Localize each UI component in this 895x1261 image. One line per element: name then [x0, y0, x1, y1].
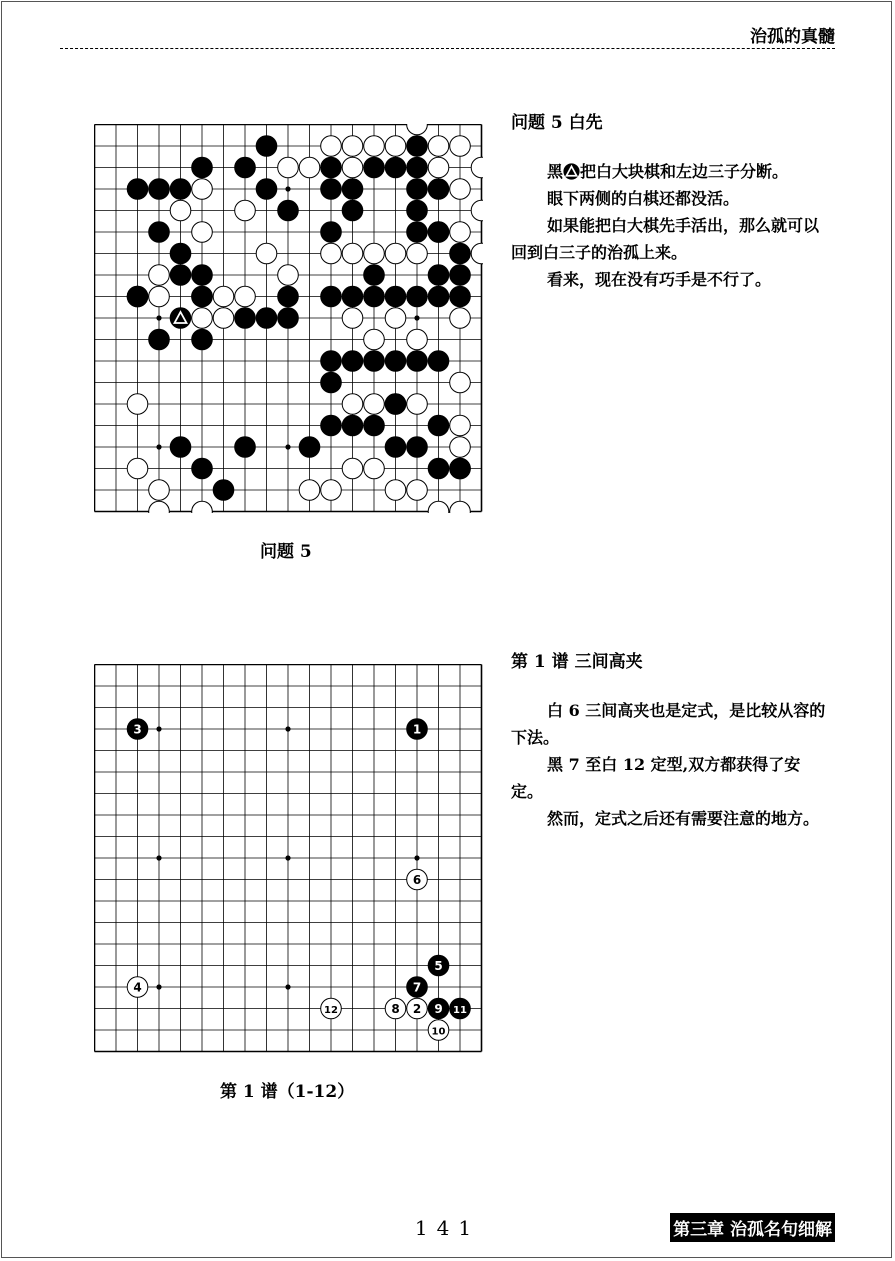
black-stone — [321, 157, 342, 178]
black-stone — [385, 394, 406, 415]
problem-paragraph-1-prefix: 黑 — [547, 162, 564, 181]
problem-text — [511, 158, 831, 293]
white-stone — [407, 243, 428, 264]
white-stone — [213, 308, 234, 329]
white-stone — [450, 437, 471, 458]
move-number: 2 — [412, 1002, 422, 1016]
black-stone — [364, 286, 385, 307]
white-stone — [342, 394, 363, 415]
black-stone — [450, 265, 471, 286]
black-stone — [170, 179, 191, 200]
move-number: 9 — [434, 1002, 443, 1016]
black-stone — [364, 351, 385, 372]
black-stone — [407, 179, 428, 200]
black-stone — [450, 286, 471, 307]
white-stone — [407, 124, 428, 135]
white-stone — [149, 286, 170, 307]
star-point — [156, 726, 161, 731]
black-stone — [170, 437, 191, 458]
black-stone — [321, 222, 342, 243]
move-number: 8 — [391, 1002, 400, 1016]
page-number: 141 — [414, 1216, 481, 1240]
white-stone — [213, 286, 234, 307]
white-stone — [364, 394, 385, 415]
black-stone — [342, 200, 363, 221]
move-number: 4 — [133, 980, 142, 995]
white-stone — [385, 136, 406, 157]
move-11-stone — [450, 998, 471, 1019]
white-stone — [342, 136, 363, 157]
black-stone — [299, 437, 320, 458]
white-stone — [428, 157, 449, 178]
problem-paragraph-1 — [511, 158, 831, 185]
black-stone — [428, 351, 449, 372]
header-rule — [60, 48, 835, 49]
black-stone — [428, 286, 449, 307]
star-point — [156, 984, 161, 989]
white-stone — [385, 308, 406, 329]
star-point — [285, 444, 290, 449]
white-stone — [407, 394, 428, 415]
problem-caption: 问题 5 — [260, 542, 312, 562]
black-stone — [170, 265, 191, 286]
black-stone — [321, 372, 342, 393]
black-stone — [127, 286, 148, 307]
white-stone — [364, 329, 385, 350]
white-stone — [428, 501, 449, 513]
problem-title: 问题 5 白先 — [511, 113, 603, 133]
black-stone — [385, 157, 406, 178]
black-stone — [256, 308, 277, 329]
diagram1-caption: 第 1 谱（1-12） — [220, 1082, 355, 1102]
black-stone — [407, 157, 428, 178]
white-stone — [256, 243, 277, 264]
white-stone — [235, 286, 256, 307]
move-12-stone — [321, 998, 342, 1019]
white-stone — [342, 243, 363, 264]
black-stone — [192, 286, 213, 307]
white-stone — [364, 243, 385, 264]
black-stone — [149, 329, 170, 350]
move-number: 7 — [412, 980, 422, 995]
white-stone — [471, 157, 483, 178]
black-stone — [170, 243, 191, 264]
black-stone — [235, 157, 256, 178]
white-stone — [450, 501, 471, 513]
black-stone — [213, 480, 234, 501]
black-stone — [428, 222, 449, 243]
star-point — [156, 855, 161, 860]
black-stone — [407, 222, 428, 243]
problem-paragraph-1-suffix: 把白大块棋和左边三子分断。 — [580, 162, 789, 181]
black-stone — [192, 265, 213, 286]
star-point — [414, 855, 419, 860]
star-point — [285, 855, 290, 860]
diagram1-title: 第 1 谱 三间高夹 — [511, 652, 643, 672]
move-10-stone — [428, 1020, 449, 1041]
black-stone — [385, 437, 406, 458]
white-stone — [450, 222, 471, 243]
problem-board — [94, 124, 483, 513]
white-stone — [149, 265, 170, 286]
white-stone — [450, 179, 471, 200]
white-stone — [299, 480, 320, 501]
white-stone — [192, 308, 213, 329]
black-stone — [127, 179, 148, 200]
diagram1-paragraph-2: 黑 7 至白 12 定型,双方都获得了安定。 — [511, 755, 801, 801]
move-number: 3 — [133, 722, 142, 737]
white-stone — [407, 480, 428, 501]
black-stone — [192, 329, 213, 350]
black-stone — [192, 157, 213, 178]
star-point — [285, 186, 290, 191]
white-stone — [364, 136, 385, 157]
white-stone — [407, 329, 428, 350]
white-stone — [342, 458, 363, 479]
black-stone — [278, 286, 299, 307]
white-stone — [364, 458, 385, 479]
white-stone — [321, 243, 342, 264]
move-8-stone — [385, 998, 406, 1019]
white-stone — [450, 372, 471, 393]
white-stone — [192, 179, 213, 200]
white-stone — [299, 157, 320, 178]
black-stone — [385, 286, 406, 307]
move-number: 5 — [434, 959, 443, 973]
black-stone — [278, 200, 299, 221]
white-stone — [278, 265, 299, 286]
white-stone — [170, 200, 191, 221]
black-stone — [235, 308, 256, 329]
black-stone — [149, 179, 170, 200]
star-point — [285, 726, 290, 731]
white-stone — [235, 200, 256, 221]
move-number: 6 — [412, 873, 422, 887]
white-stone — [321, 480, 342, 501]
diagram1-board — [94, 664, 483, 1053]
black-stone — [364, 265, 385, 286]
move-5-stone — [428, 955, 449, 976]
diagram1-paragraph-1: 白 6 三间高夹也是定式，是比较从容的下法。 — [511, 701, 826, 747]
white-stone — [342, 157, 363, 178]
black-stone — [407, 136, 428, 157]
black-stone — [407, 286, 428, 307]
star-point — [285, 984, 290, 989]
black-stone — [278, 308, 299, 329]
chapter-tag: 第三章 治孤名句细解 — [670, 1213, 835, 1242]
white-stone — [342, 308, 363, 329]
black-stone — [342, 415, 363, 436]
black-triangle-stone-icon — [563, 163, 580, 180]
black-stone — [407, 351, 428, 372]
black-stone — [321, 351, 342, 372]
black-stone — [342, 286, 363, 307]
move-2-stone — [407, 998, 428, 1019]
black-stone — [364, 157, 385, 178]
black-stone — [235, 437, 256, 458]
black-stone — [192, 458, 213, 479]
star-point — [414, 315, 419, 320]
problem-paragraph-3: 如果能把白大棋先手活出，那么就可以回到白三子的治孤上来。 — [511, 216, 820, 262]
move-number: 11 — [453, 1005, 467, 1016]
black-stone — [321, 286, 342, 307]
white-stone — [127, 394, 148, 415]
white-stone — [471, 200, 483, 221]
star-point — [156, 315, 161, 320]
move-number: 1 — [412, 722, 422, 737]
black-stone — [342, 179, 363, 200]
white-stone — [385, 480, 406, 501]
white-stone — [192, 501, 213, 513]
move-number: 12 — [324, 1005, 338, 1016]
move-6-stone — [407, 869, 428, 890]
move-number: 10 — [431, 1026, 446, 1038]
black-stone — [342, 351, 363, 372]
black-stone — [407, 437, 428, 458]
black-stone — [256, 136, 277, 157]
white-stone — [321, 136, 342, 157]
black-stone — [385, 351, 406, 372]
move-9-stone — [428, 998, 449, 1019]
move-4-stone — [127, 977, 148, 998]
black-stone — [428, 458, 449, 479]
white-stone — [278, 157, 299, 178]
white-stone — [450, 415, 471, 436]
move-3-stone — [127, 719, 148, 740]
white-stone — [149, 501, 170, 513]
running-title: 治孤的真髓 — [750, 27, 835, 47]
diagram1-paragraph-3: 然而，定式之后还有需要注意的地方。 — [547, 809, 820, 828]
black-stone — [256, 179, 277, 200]
black-stone — [428, 179, 449, 200]
black-stone — [149, 222, 170, 243]
problem-paragraph-2: 眼下两侧的白棋还都没活。 — [547, 189, 740, 208]
white-stone — [192, 222, 213, 243]
white-stone — [428, 136, 449, 157]
white-stone — [450, 136, 471, 157]
black-stone — [450, 243, 471, 264]
black-triangle-stone — [170, 308, 191, 329]
black-stone — [428, 415, 449, 436]
move-7-stone — [407, 977, 428, 998]
black-stone — [321, 179, 342, 200]
star-point — [156, 444, 161, 449]
white-stone — [450, 308, 471, 329]
move-1-stone — [407, 719, 428, 740]
problem-paragraph-4: 看来，现在没有巧手是不行了。 — [547, 270, 772, 289]
diagram1-text — [511, 697, 831, 832]
black-stone — [428, 265, 449, 286]
black-stone — [364, 415, 385, 436]
white-stone — [471, 243, 483, 264]
black-stone — [407, 200, 428, 221]
white-stone — [127, 458, 148, 479]
white-stone — [385, 243, 406, 264]
black-stone — [321, 415, 342, 436]
black-stone — [450, 458, 471, 479]
white-stone — [149, 480, 170, 501]
